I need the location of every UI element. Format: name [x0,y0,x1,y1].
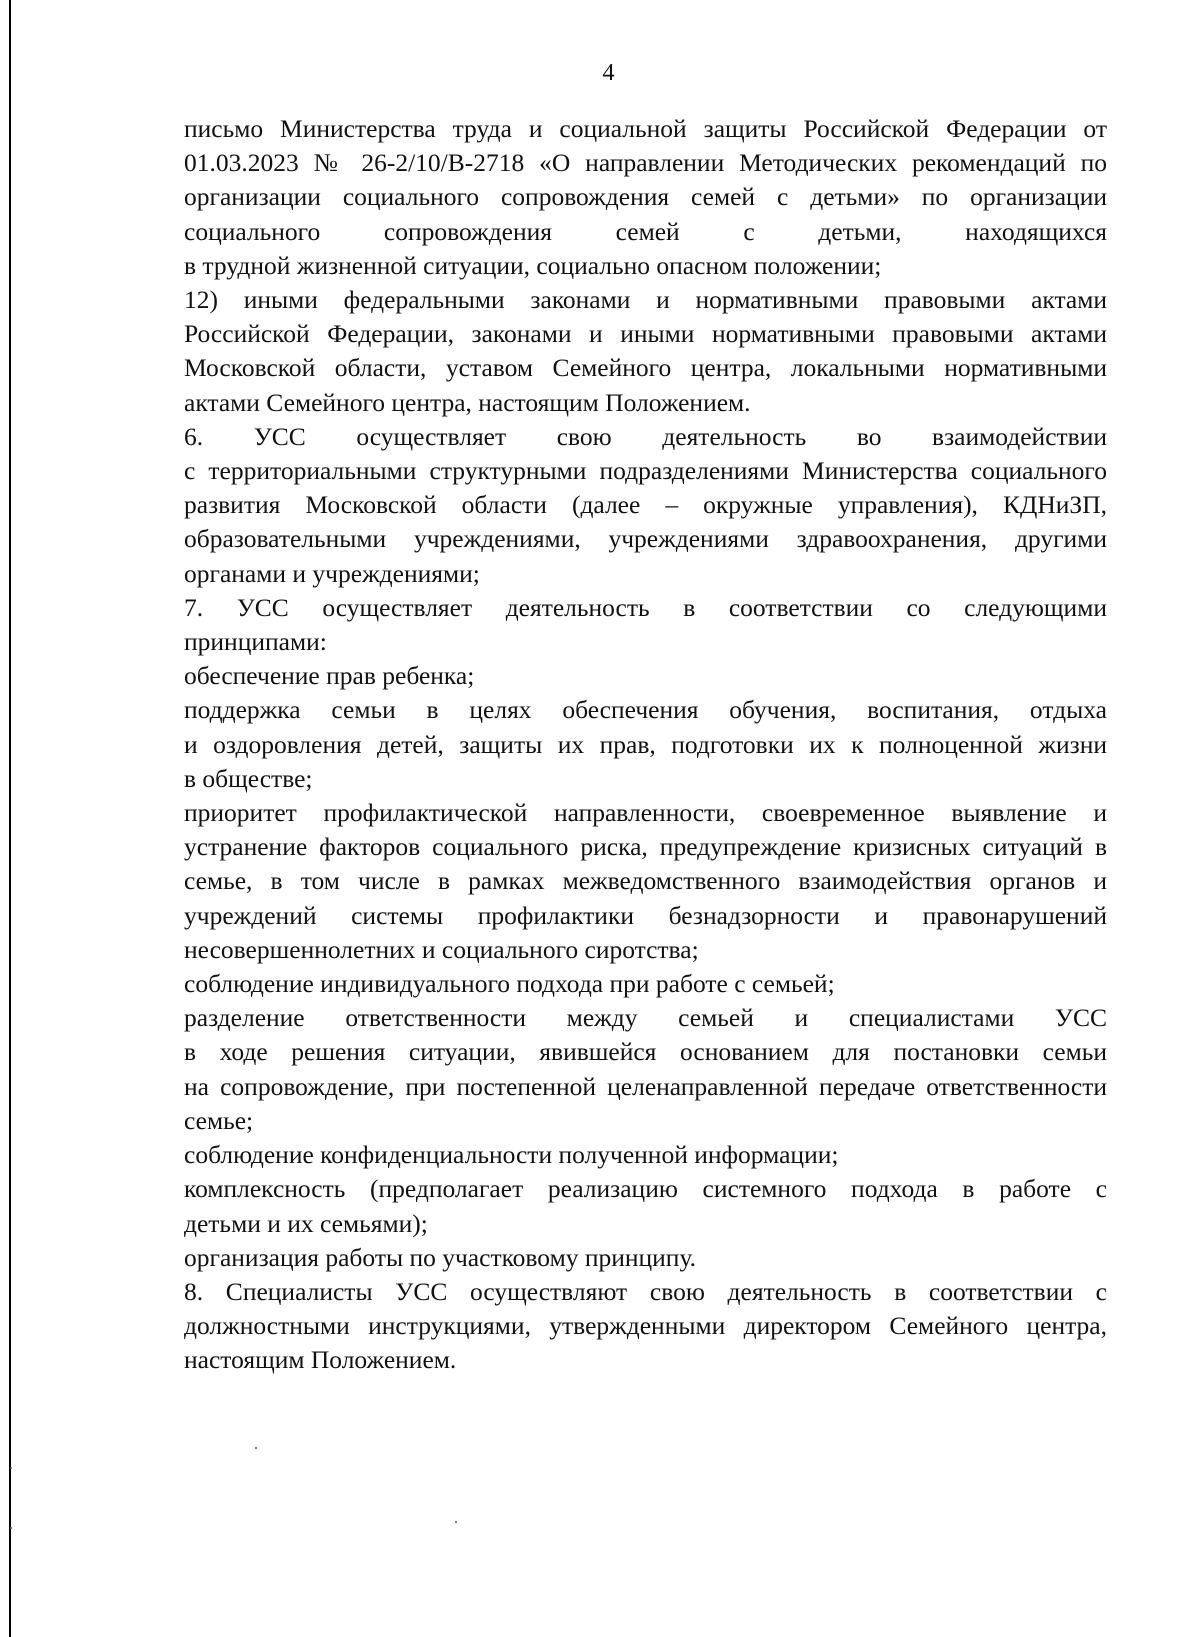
paragraph [116,693,1107,796]
text-line: актами Семейного центра, настоящим Положением. [184,387,751,417]
text-line: в обществе; [184,763,313,793]
scan-speck [10,1467,12,1469]
page-number: 4 [602,60,615,86]
text-line: письмо Министерства труда и социальной защиты Российской Федерации от [184,114,1107,143]
text-line: организация работы по участковому принципу. [184,1242,697,1272]
text-line: комплексность (предполагает реализацию системного подхода в работе с [184,1174,1107,1204]
text-line: 12) иными федеральными законами и нормативными правовыми актами [184,285,1107,315]
text-line: с территориальными структурными подразделениями Министерства социального [184,456,1107,486]
text-line: и оздоровления детей, защиты их прав, подготовки их к полноценной жизни [184,729,1107,759]
paragraph [116,1138,1107,1172]
paragraph [116,591,1107,659]
text-line: социального сопровождения семей с детьми, находящихся [184,216,1107,246]
text-line: организации социального сопровождения семей с детьми» по организации [184,182,1107,212]
paragraph [116,1241,1107,1275]
text-line: в ходе решения ситуации, явившейся основанием для постановки семьи [184,1037,1107,1067]
text-line: Московской области, уставом Семейного центра, локальными нормативными [184,353,1107,383]
text-line: настоящим Положением. [184,1345,457,1375]
text-line: образовательными учреждениями, учреждениями здравоохранения, другими [184,524,1107,554]
paragraph [116,967,1107,1001]
paragraph [116,1275,1107,1378]
scan-edge-line [9,0,11,1637]
text-line: должностными инструкциями, утвержденными директором Семейного центра, [184,1311,1107,1341]
text-line: развития Московской области (далее – окружные управления), КДНиЗП, [184,490,1107,520]
paragraph [116,796,1107,967]
paragraph [116,420,1107,591]
text-line: органами и учреждениями; [184,558,480,588]
text-line: соблюдение индивидуального подхода при работе с семьей; [184,969,835,999]
text-line: разделение ответственности между семьей и специалистами УСС [184,1003,1107,1033]
paragraph [116,659,1107,693]
paragraph [116,283,1107,420]
scan-speck [255,1447,257,1449]
text-line: принципами: [184,627,327,657]
text-line: семье; [184,1105,254,1135]
text-line: несовершеннолетних и социального сиротства; [184,934,699,964]
text-line: на сопровождение, при постепенной целенаправленной передаче ответственности [184,1071,1107,1101]
text-line: учреждений системы профилактики безнадзорности и правонарушений [184,900,1107,930]
text-line: обеспечение прав ребенка; [184,661,475,691]
text-line: 7. УСС осуществляет деятельность в соответствии со следующими [184,592,1107,622]
scan-speck [455,1521,457,1523]
text-line: устранение факторов социального риска, предупреждение кризисных ситуаций в [184,832,1107,862]
text-line: 6. УСС осуществляет свою деятельность во взаимодействии [184,421,1107,451]
text-line: в трудной жизненной ситуации, социально опасном положении; [184,250,882,280]
text-line: детьми и их семьями); [184,1208,428,1238]
paragraph [116,112,1107,283]
text-line: 01.03.2023 № 26-2/10/В-2718 «О направлении Методических рекомендаций по [184,148,1107,178]
scan-speck [10,1527,12,1529]
text-line: семье, в том числе в рамках межведомственного взаимодействия органов и [184,866,1107,896]
text-line: приоритет профилактической направленности, своевременное выявление и [184,798,1107,828]
text-line: поддержка семьи в целях обеспечения обучения, воспитания, отдыха [184,695,1107,725]
paragraph [116,1001,1107,1138]
paragraph [116,1172,1107,1240]
document-body [116,112,1107,1378]
text-line: соблюдение конфиденциальности полученной информации; [184,1140,839,1170]
text-line: Российской Федерации, законами и иными нормативными правовыми актами [184,319,1107,349]
text-line: 8. Специалисты УСС осуществляют свою деятельность в соответствии с [184,1276,1107,1306]
